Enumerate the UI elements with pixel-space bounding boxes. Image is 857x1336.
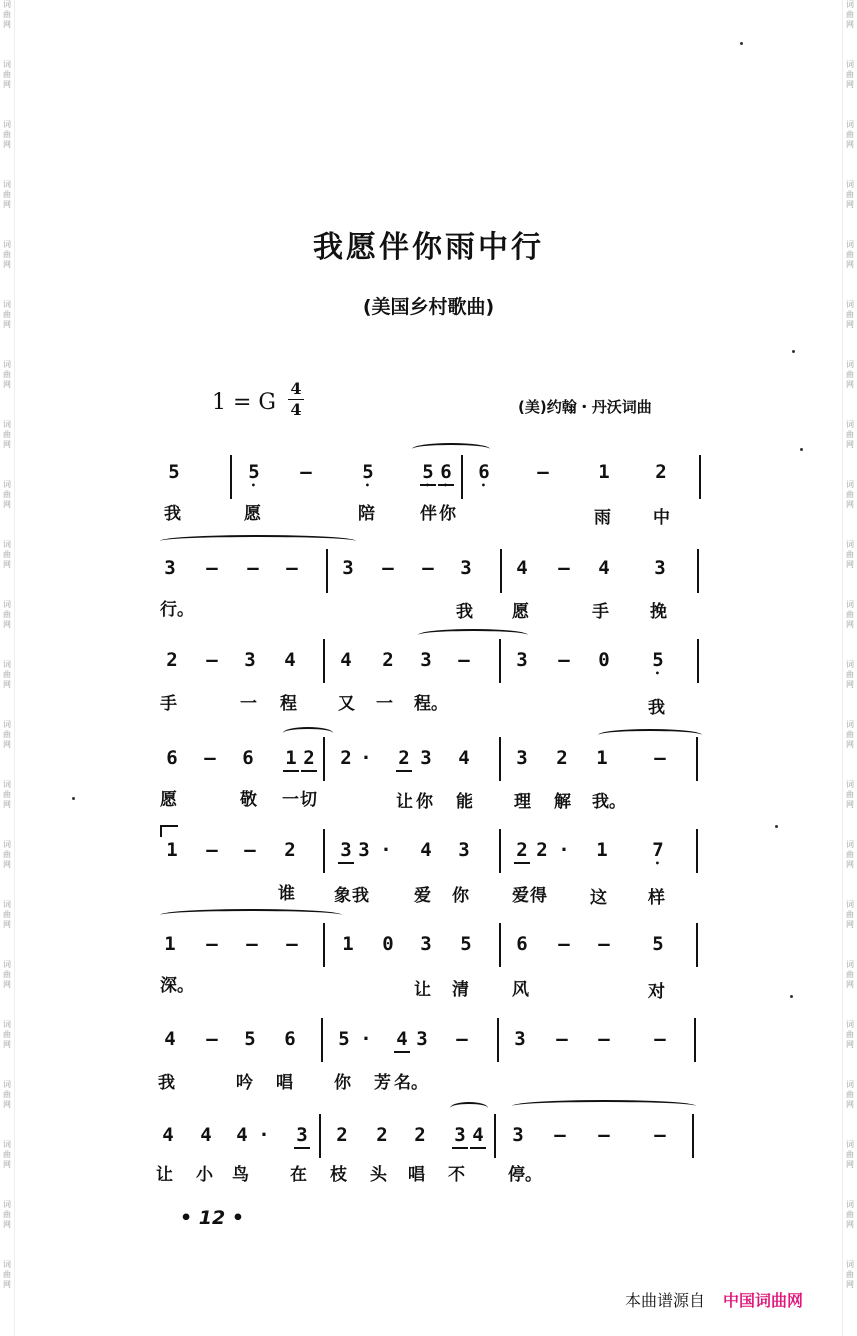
watermark-text: 词曲网 <box>3 840 11 869</box>
note: 2 <box>301 747 317 772</box>
barline <box>499 829 501 873</box>
watermark-text: 词曲网 <box>846 420 854 449</box>
lyric: 让 <box>156 1165 173 1185</box>
note: 3 <box>420 649 432 671</box>
barline <box>461 455 463 499</box>
lyric: 解 <box>554 792 571 812</box>
note: 1 <box>596 839 608 861</box>
barline <box>326 549 328 593</box>
barline <box>323 923 325 967</box>
lyric: 你 <box>439 504 456 524</box>
barline <box>696 829 698 873</box>
lyric: 芳 <box>374 1073 391 1093</box>
note: 2 <box>382 649 394 671</box>
note: 4 <box>284 649 296 671</box>
note: — <box>206 933 218 955</box>
watermark-text: 词曲网 <box>846 0 854 29</box>
watermark-text: 词曲网 <box>846 1140 854 1169</box>
note: 6 <box>166 747 178 769</box>
note: · <box>360 1028 372 1050</box>
lyric: 雨 <box>594 508 611 528</box>
watermark-text: 词曲网 <box>3 480 11 509</box>
lyric: 我 <box>456 602 473 622</box>
watermark-text: 词曲网 <box>846 480 854 509</box>
watermark-text: 词曲网 <box>846 1260 854 1289</box>
note: — <box>558 649 570 671</box>
note: · <box>380 839 392 861</box>
note: 5 <box>652 933 664 955</box>
scan-speck <box>740 42 743 45</box>
watermark-text: 词曲网 <box>3 960 11 989</box>
lyric: 又 <box>338 694 355 714</box>
page-number: • 12 • <box>180 1207 244 1229</box>
lyric: 让 <box>414 980 431 1000</box>
watermark-text: 词曲网 <box>3 1200 11 1229</box>
lyric: 你 <box>452 886 469 906</box>
watermark-text: 词曲网 <box>846 600 854 629</box>
score-row <box>0 1100 857 1220</box>
lyric: 你 <box>334 1073 351 1093</box>
barline <box>323 639 325 683</box>
watermark-text: 词曲网 <box>846 900 854 929</box>
lyric: 中 <box>653 508 670 528</box>
note: 4 <box>200 1124 212 1146</box>
watermark-text: 词曲网 <box>846 1200 854 1229</box>
note: 3 <box>294 1124 310 1149</box>
note: 3 <box>460 557 472 579</box>
barline <box>696 923 698 967</box>
scan-speck <box>792 350 795 353</box>
note: 3 <box>516 649 528 671</box>
note: 0 <box>382 933 394 955</box>
lyric: 在 <box>290 1165 307 1185</box>
note: 4 <box>458 747 470 769</box>
barline <box>321 1018 323 1062</box>
note: 1 <box>596 747 608 769</box>
note: 4 <box>236 1124 248 1146</box>
watermark-text: 词曲网 <box>3 60 11 89</box>
barline <box>323 737 325 781</box>
source-credit-brand[interactable]: 中国词曲网 <box>723 1291 804 1310</box>
lyric: 一 <box>376 694 393 714</box>
note: 4 <box>394 1028 410 1053</box>
note: — <box>206 1028 218 1050</box>
time-signature-top: 4 <box>290 379 302 398</box>
note: 3 <box>416 1028 428 1050</box>
lyric: 名。 <box>394 1073 428 1093</box>
lyric: 我。 <box>592 792 626 812</box>
note: — <box>554 1124 566 1146</box>
watermark-text: 词曲网 <box>846 1080 854 1109</box>
note: 4 <box>164 1028 176 1050</box>
note: — <box>422 557 434 579</box>
note: 3 <box>452 1124 468 1149</box>
watermark-text: 词曲网 <box>3 180 11 209</box>
note: — <box>598 933 610 955</box>
note: — <box>458 649 470 671</box>
watermark-text: 词曲网 <box>846 120 854 149</box>
note: — <box>382 557 394 579</box>
note: 3 <box>420 933 432 955</box>
lyric: 程。 <box>414 694 448 714</box>
slur-mark <box>160 909 342 921</box>
note: 2 <box>655 461 667 483</box>
note: 6 • <box>438 461 454 486</box>
lyric: 小 <box>196 1165 213 1185</box>
lyric: 枝 <box>330 1165 347 1185</box>
song-subtitle: (美国乡村歌曲) <box>362 296 495 318</box>
watermark-text: 词曲网 <box>3 780 11 809</box>
note: 4 <box>516 557 528 579</box>
watermark-text: 词曲网 <box>3 1260 11 1289</box>
note: 5 <box>244 1028 256 1050</box>
barline <box>499 923 501 967</box>
note: 3 <box>338 839 354 864</box>
watermark-text: 词曲网 <box>846 180 854 209</box>
lyric: 行。 <box>160 600 194 620</box>
barline <box>494 1114 496 1158</box>
watermark-text: 词曲网 <box>846 240 854 269</box>
key-signature: 1 = G <box>212 390 276 415</box>
watermark-text: 词曲网 <box>846 720 854 749</box>
note: — <box>558 557 570 579</box>
note: 0 <box>598 649 610 671</box>
note: 7 • <box>650 839 666 861</box>
watermark-text: 词曲网 <box>3 300 11 329</box>
note: — <box>286 557 298 579</box>
note: — <box>654 747 666 769</box>
watermark-text: 词曲网 <box>3 0 11 29</box>
note: 6 <box>284 1028 296 1050</box>
source-credit-text: 本曲谱源自 <box>625 1291 706 1310</box>
barline <box>230 455 232 499</box>
lyric: 你 <box>416 792 433 812</box>
note: — <box>246 933 258 955</box>
note: 6 <box>242 747 254 769</box>
note: 2 <box>376 1124 388 1146</box>
tie-mark <box>160 825 178 837</box>
lyric: 谁 <box>278 884 295 904</box>
lyric: 象 <box>334 886 351 906</box>
note: 2 <box>514 839 530 864</box>
watermark-text: 词曲网 <box>846 780 854 809</box>
note: 4 <box>340 649 352 671</box>
watermark-text: 词曲网 <box>846 660 854 689</box>
lyric: 深。 <box>160 976 194 996</box>
barline <box>697 639 699 683</box>
watermark-text: 词曲网 <box>846 540 854 569</box>
slur-mark <box>283 727 333 739</box>
lyric: 样 <box>648 888 665 908</box>
note: 4 <box>598 557 610 579</box>
note: 2 <box>396 747 412 772</box>
note: 3 <box>244 649 256 671</box>
lyric: 愿 <box>512 602 529 622</box>
lyric: 愿 <box>244 504 261 524</box>
note: 2 <box>556 747 568 769</box>
time-signature <box>288 380 304 419</box>
note: 5 <box>338 1028 350 1050</box>
note: 5 <box>168 461 180 483</box>
lyric: 唱 <box>276 1073 293 1093</box>
lyric: 敬 <box>240 790 257 810</box>
lyric: 得 <box>530 886 547 906</box>
note: — <box>206 557 218 579</box>
lyric: 一 <box>282 790 299 810</box>
note: 3 <box>458 839 470 861</box>
barline <box>697 549 699 593</box>
lyric: 我 <box>648 698 665 718</box>
slur-mark <box>512 1100 696 1112</box>
lyric: 伴 <box>420 504 437 524</box>
note: 2 <box>336 1124 348 1146</box>
barline <box>499 737 501 781</box>
song-title: 我愿伴你雨中行 <box>313 230 544 265</box>
watermark-text: 词曲网 <box>3 660 11 689</box>
slur-mark <box>598 729 702 741</box>
note: — <box>598 1124 610 1146</box>
lyric: 唱 <box>408 1165 425 1185</box>
lyric: 手 <box>160 694 177 714</box>
lyric: 我 <box>164 504 181 524</box>
watermark-text: 词曲网 <box>3 540 11 569</box>
note: · <box>558 839 570 861</box>
note: 1 <box>166 839 178 861</box>
watermark-text: 词曲网 <box>3 240 11 269</box>
lyric: 清 <box>452 980 469 1000</box>
lyric: 吟 <box>236 1073 253 1093</box>
watermark-text: 词曲网 <box>3 420 11 449</box>
lyric: 手 <box>592 602 609 622</box>
note: 3 <box>342 557 354 579</box>
note: 6 <box>516 933 528 955</box>
watermark-text: 词曲网 <box>3 720 11 749</box>
note: 1 <box>164 933 176 955</box>
note: 5 • <box>360 461 376 483</box>
lyric: 愿 <box>160 790 177 810</box>
note: — <box>204 747 216 769</box>
note: — <box>244 839 256 861</box>
note: 5 • <box>420 461 436 486</box>
watermark-text: 词曲网 <box>3 600 11 629</box>
lyric: 头 <box>370 1165 387 1185</box>
barline <box>696 737 698 781</box>
watermark-text: 词曲网 <box>846 360 854 389</box>
barline <box>497 1018 499 1062</box>
note: · <box>360 747 372 769</box>
note: — <box>654 1124 666 1146</box>
watermark-text: 词曲网 <box>3 1020 11 1049</box>
barline <box>499 639 501 683</box>
lyric: 风 <box>512 980 529 1000</box>
barline <box>500 549 502 593</box>
note: 3 <box>358 839 370 861</box>
note: 3 <box>516 747 528 769</box>
note: 2 <box>166 649 178 671</box>
note: — <box>537 461 549 483</box>
watermark-text: 词曲网 <box>3 1140 11 1169</box>
note: 6 • <box>476 461 492 483</box>
note: — <box>558 933 570 955</box>
watermark-text: 词曲网 <box>3 120 11 149</box>
time-signature-bottom: 4 <box>290 400 302 419</box>
slur-mark <box>450 1102 488 1114</box>
note: 4 <box>162 1124 174 1146</box>
lyric: 我 <box>352 886 369 906</box>
note: — <box>598 1028 610 1050</box>
watermark-text: 词曲网 <box>846 60 854 89</box>
note: 4 <box>420 839 432 861</box>
note: 3 <box>514 1028 526 1050</box>
scan-speck <box>800 448 803 451</box>
source-credit <box>625 1288 803 1311</box>
lyric: 挽 <box>650 602 667 622</box>
lyric: 对 <box>648 982 665 1002</box>
note: — <box>300 461 312 483</box>
note: 3 <box>654 557 666 579</box>
watermark-text: 词曲网 <box>3 360 11 389</box>
lyric: 停。 <box>508 1165 542 1185</box>
watermark-text: 词曲网 <box>846 960 854 989</box>
note: 4 <box>470 1124 486 1149</box>
lyric: 切 <box>300 790 317 810</box>
lyric: 陪 <box>358 504 375 524</box>
lyric: 爱 <box>414 886 431 906</box>
watermark-text: 词曲网 <box>3 900 11 929</box>
note: — <box>206 839 218 861</box>
note: 2 <box>536 839 548 861</box>
lyric: 爱 <box>512 886 529 906</box>
note: 2 <box>284 839 296 861</box>
note: 2 <box>414 1124 426 1146</box>
slur-mark <box>160 535 356 547</box>
note: — <box>654 1028 666 1050</box>
barline <box>699 455 701 499</box>
lyric: 能 <box>456 792 473 812</box>
watermark-text: 词曲网 <box>3 1080 11 1109</box>
barline <box>694 1018 696 1062</box>
watermark-text: 词曲网 <box>846 1020 854 1049</box>
note: 2 <box>340 747 352 769</box>
slur-mark <box>412 443 490 455</box>
note: — <box>286 933 298 955</box>
lyric: 一 <box>240 694 257 714</box>
note: 1 <box>342 933 354 955</box>
barline <box>323 829 325 873</box>
watermark-text: 词曲网 <box>846 300 854 329</box>
watermark-text: 词曲网 <box>846 840 854 869</box>
note: 1 <box>283 747 299 772</box>
lyric: 鸟 <box>232 1165 249 1185</box>
note: 3 <box>164 557 176 579</box>
barline <box>319 1114 321 1158</box>
composer-credit: (美)约翰・丹沃词曲 <box>518 398 652 416</box>
slur-mark <box>418 629 528 641</box>
note: — <box>556 1028 568 1050</box>
note: — <box>206 649 218 671</box>
lyric: 不 <box>448 1165 465 1185</box>
note: · <box>258 1124 270 1146</box>
lyric: 理 <box>514 792 531 812</box>
note: 5 <box>460 933 472 955</box>
lyric: 程 <box>280 694 297 714</box>
note: — <box>247 557 259 579</box>
note: 5 • <box>650 649 666 671</box>
lyric: 这 <box>590 888 607 908</box>
note: — <box>456 1028 468 1050</box>
lyric: 让 <box>396 792 413 812</box>
note: 1 <box>598 461 610 483</box>
note: 5 • <box>246 461 262 483</box>
barline <box>692 1114 694 1158</box>
note: 3 <box>512 1124 524 1146</box>
note: 3 <box>420 747 432 769</box>
lyric: 我 <box>158 1073 175 1093</box>
